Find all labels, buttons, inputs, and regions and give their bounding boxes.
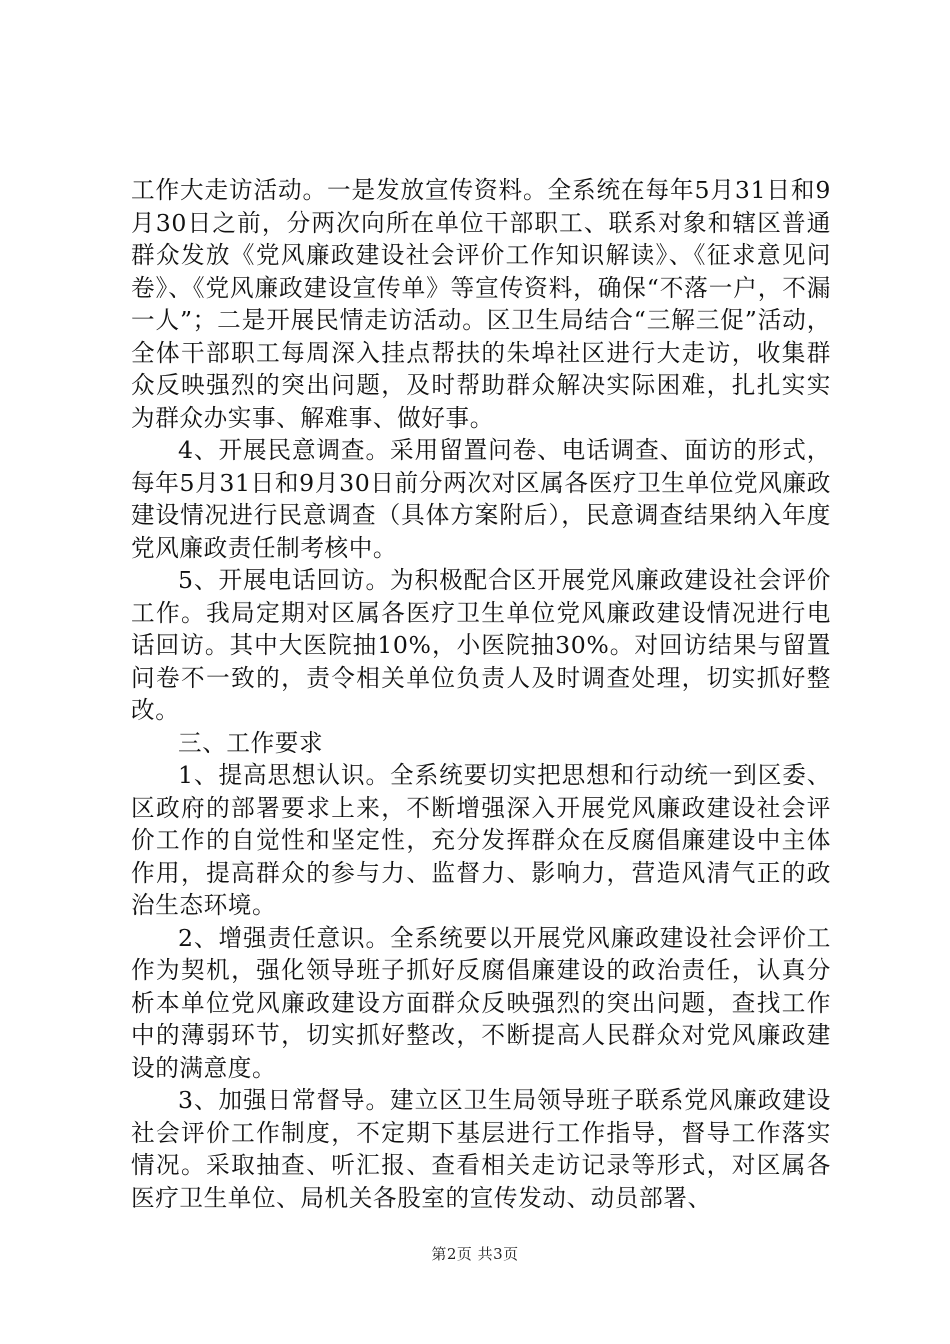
paragraph-visits: 工作大走访活动。一是发放宣传资料。全系统在每年5月31日和9月30日之前，分两次向所在单位干部职工、联系对象和辖区普通群众发放《党风廉政建设社会评价工作知识解读》、《征求意见问卷》、《党风廉政建设宣传单》等宣传资料，确保“不落一户，不漏一人”；二是开展民情走访活动。区卫生局结合“三解三促”活动，全体干部职工每周深入挂点帮扶的朱埠社区进行大走访，收集群众反映强烈的突出问题，及时帮助群众解决实际困难，扎扎实实为群众办实事、解难事、做好事。 [131,176,831,432]
paragraph-phone-callback: 5、开展电话回访。为积极配合区开展党风廉政建设社会评价工作。我局定期对区属各医疗卫生单位党风廉政建设情况进行电话回访。其中大医院抽10%，小医院抽30%。对回访结果与留置问卷不一致的，责令相关单位负责人及时调查处理，切实抓好整改。 [131,566,831,724]
section-heading-requirements: 三、工作要求 [178,728,324,757]
paragraph-awareness: 1、提高思想认识。全系统要切实把思想和行动统一到区委、区政府的部署要求上来，不断增强深入开展党风廉政建设社会评价工作的自觉性和坚定性，充分发挥群众在反腐倡廉建设中主体作用，提高群众的参与力、监督力、影响力，营造风清气正的政治生态环境。 [131,761,831,919]
page-number-footer: 第2页 共3页 [431,1245,519,1263]
paragraph-responsibility: 2、增强责任意识。全系统要以开展党风廉政建设社会评价工作为契机，强化领导班子抓好反腐倡廉建设的政治责任，认真分析本单位党风廉政建设方面群众反映强烈的突出问题，查找工作中的薄弱环节，切实抓好整改，不断提高人民群众对党风廉政建设的满意度。 [131,923,831,1082]
document-body [131,174,831,1214]
paragraph-supervision: 3、加强日常督导。建立区卫生局领导班子联系党风廉政建设社会评价工作制度，不定期下基层进行工作指导，督导工作落实情况。采取抽查、听汇报、查看相关走访记录等形式，对区属各医疗卫生单位、局机关各股室的宣传发动、动员部署、 [131,1086,831,1212]
paragraph-opinion-survey: 4、开展民意调查。采用留置问卷、电话调查、面访的形式，每年5月31日和9月30日前分两次对区属各医疗卫生单位党风廉政建设情况进行民意调查（具体方案附后），民意调查结果纳入年度党风廉政责任制考核中。 [131,436,831,562]
